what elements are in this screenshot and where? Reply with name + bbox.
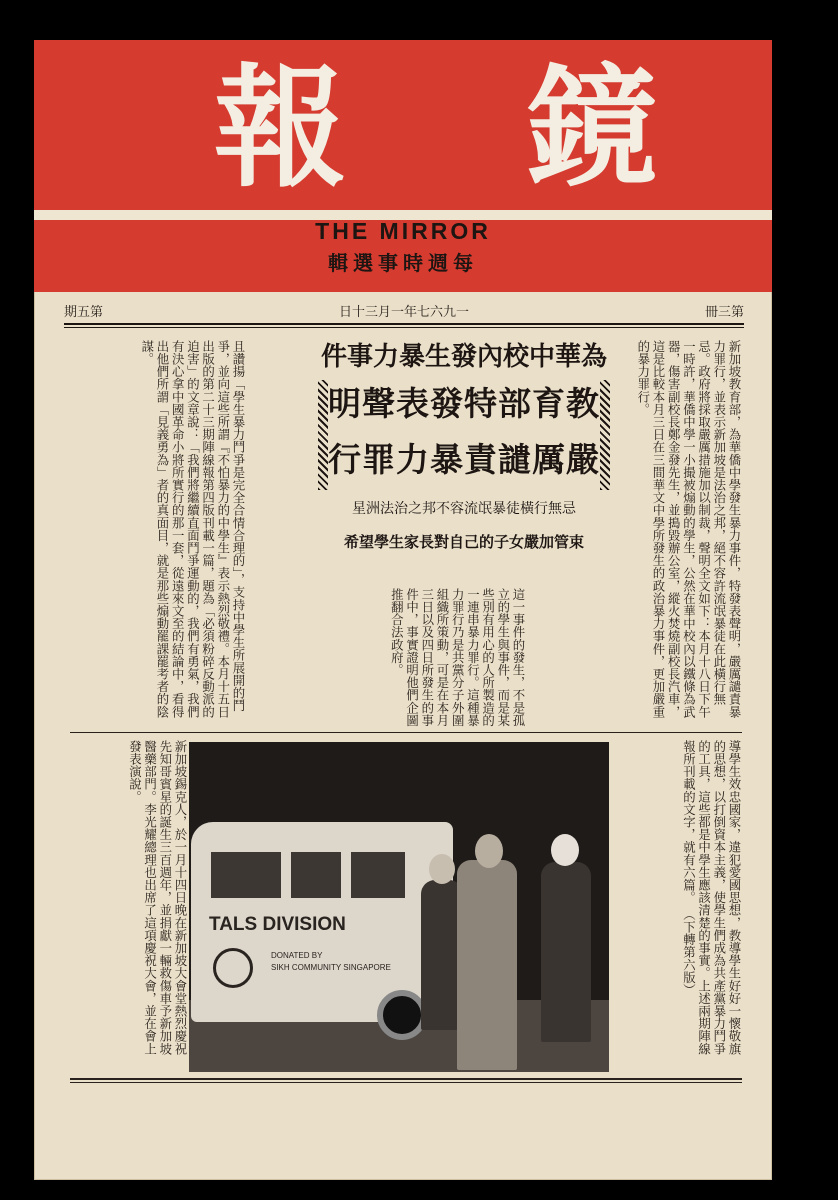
header-rule-thin	[64, 327, 744, 328]
newspaper-page	[34, 40, 838, 1180]
issue-line	[64, 298, 744, 320]
bottom-rule-thin	[70, 1082, 742, 1083]
continued-note: （下轉第六版）	[681, 907, 697, 997]
person-center-head	[475, 834, 503, 868]
person-center	[457, 860, 517, 1070]
section-divider	[70, 732, 742, 733]
issue-volume: 冊三第	[704, 305, 744, 320]
khanda-emblem-icon	[213, 948, 253, 988]
headline-line-3: 行罪力暴責譴厲嚴	[328, 440, 600, 479]
person-right-head	[551, 834, 579, 866]
van-window	[351, 852, 405, 898]
donated-by-line: DONATED BY	[271, 951, 323, 960]
news-photo	[189, 742, 609, 1072]
subheadline-1: 星洲法治之邦不容流氓暴徒橫行無忌	[352, 501, 576, 517]
bottom-rule	[70, 1078, 742, 1080]
person-left-head	[429, 854, 455, 884]
masthead-english-title: THE MIRROR	[315, 218, 491, 244]
headline-line-2: 明聲表發特部育教	[328, 384, 600, 423]
photo-caption-column: 新加坡錫克人，於一月十四日晚在新加坡大會堂熱烈慶祝先知哥賓星的誕生三百週年，並捐獻一輛救傷車予新加坡醫藥部門。李光耀總理也出席了這項慶祝大會，並在會上發表演說。	[127, 740, 188, 1055]
van-wheel	[377, 990, 427, 1040]
header-rule	[64, 323, 744, 325]
van-lettering: TALS DIVISION	[209, 914, 346, 935]
subheadline-2: 希望學生家長對自己的子女嚴加管束	[343, 533, 584, 551]
masthead-title: 報鏡	[214, 51, 838, 206]
issue-date: 日十三月一年七六九一	[338, 305, 469, 320]
van-window	[211, 852, 281, 898]
donor-line: SIKH COMMUNITY SINGAPORE	[271, 963, 391, 972]
article-lower-right-text: 導學生效忠國家，違犯愛國思想，教導學生好好一懷敬旗的思想，以打倒資本主義，使學生們成為共產黨暴力鬥爭的工具，這些都是中學生應該清楚的事實。上述兩期陣線報所刊載的文字，就有六篇。	[681, 740, 742, 1055]
van-window	[291, 852, 341, 898]
article-lower-right-column	[612, 740, 742, 1058]
van-donation-text	[271, 950, 421, 974]
headline-line-1: 件事力暴生發內校中華為	[320, 342, 607, 372]
article-left-column: 且讚揚「學生暴力鬥爭是完全合情合理的」，支持中學生所展開的鬥爭，並向這些所謂『不怕暴力的中學生』表示熱烈敬禮。本月十五日出版的第二十三期陣線報第四版刊載一篇，題為「必須粉碎反動派的迫害」的文章說：「我們將繼續直面鬥爭運動的，我們有勇氣，我們有決心拿中國革命小將所實行的那一套，從遠來文至的結論中，看得出他們所謂「見義勇為」者的真面目，就是那些煽動罷課罷考者的陰謀。	[139, 340, 246, 718]
headline-block	[314, 340, 614, 586]
article-middle-column: 這一事件的發生，不是孤立的學生與事件，而是某些別有用心的人所製造的一連串暴力罪行。這種暴力罪行乃是共黨分子外圍組織所策動，可是在本月三日以及四日所發生的事件中，事實證明他們企圖推翻合法政府。	[389, 588, 526, 727]
article-right-column: 新加坡教育部，為華僑中學發生暴力事件，特發表聲明，嚴厲譴責暴力罪行，並表示新加坡是法治之邦，絕不容許流氓暴徒在此橫行無忌。政府將採取嚴厲措施加以制裁，聲明全文如下：本月十八日下午一時許，華僑中學一小撮被煽動的學生，公然在華中校內以鐵條為武器，傷害副校長鄭金發先生，並搗毀辦公室，縱火焚燒副校長汽車，這是比較本月三日在三間華文中學所發生的政治暴力事件，更加嚴重的暴力罪行。	[635, 340, 742, 718]
issue-number: 期五第	[64, 305, 104, 320]
person-right	[541, 862, 591, 1042]
masthead	[34, 40, 838, 292]
masthead-subtitle: 輯選事時週每	[328, 251, 478, 275]
ambulance-van	[191, 822, 453, 1022]
